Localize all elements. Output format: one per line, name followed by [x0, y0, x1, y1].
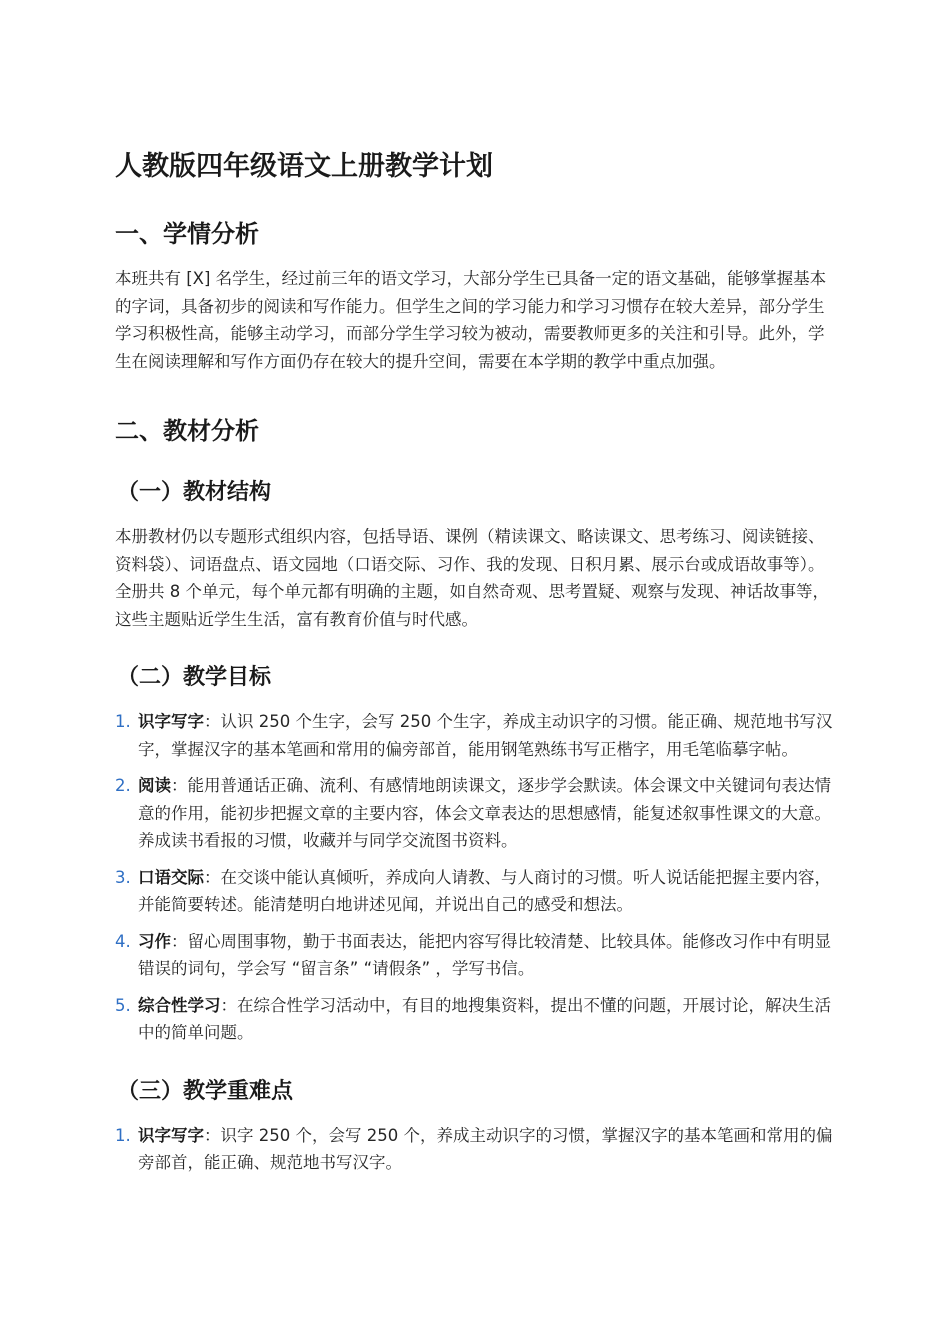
- list-item-text: ：留心周围事物，勤于书面表达，能把内容写得比较清楚、比较具体。能修改习作中有明显错误的词句，学会写 “留言条” “请假条” ，学写书信。: [138, 931, 831, 978]
- list-item-term: 口语交际: [138, 867, 204, 887]
- list-item: [115, 992, 838, 1047]
- subsection-heading-goals: （二）教学目标: [117, 665, 272, 690]
- list-item: [115, 928, 838, 983]
- learner-analysis-paragraph: 本班共有 [X] 名学生，经过前三年的语文学习，大部分学生已具备一定的语文基础，能够掌握基本的字词，具备初步的阅读和写作能力。但学生之间的学习能力和学习习惯存在较大差异，部分学生学习积极性高，能够主动学习，而部分学生学习较为被动，需要教师更多的关注和引导。此外，学生在阅读理解和写作方面仍存在较大的提升空间，需要在本学期的教学中重点加强。: [115, 269, 827, 371]
- list-item: [115, 1122, 838, 1177]
- list-item-text: ：在综合性学习活动中，有目的地搜集资料，提出不懂的问题，开展讨论，解决生活中的简单问题。: [138, 995, 831, 1042]
- list-number: 5.: [115, 995, 131, 1015]
- structure-paragraph: 本册教材仍以专题形式组织内容，包括导语、课例（精读课文、略读课文、思考练习、阅读链接、资料袋）、词语盘点、语文园地（口语交际、习作、我的发现、日积月累、展示台或成语故事等）。全册共 8 个单元，每个单元都有明确的主题，如自然奇观、思考置疑、观察与发现、神话故事等，这些主题贴近学生生活，富有教育价值与时代感。: [115, 527, 829, 629]
- list-number: 1.: [115, 1125, 131, 1145]
- list-item-term: 阅读: [138, 776, 171, 795]
- list-number: 1.: [115, 712, 131, 731]
- section-heading-learner-analysis: 一、学情分析: [115, 220, 259, 248]
- section-heading-textbook-analysis: 二、教材分析: [115, 417, 259, 445]
- list-item-term: 综合性学习: [138, 995, 221, 1015]
- document-title: 人教版四年级语文上册教学计划: [115, 151, 493, 182]
- list-item-term: 识字写字: [138, 1125, 204, 1145]
- subsection-heading-key-points: （三）教学重难点: [117, 1078, 294, 1104]
- list-item-term: 识字写字: [138, 712, 204, 731]
- key-points-list: [115, 1122, 838, 1177]
- list-number: 2.: [115, 776, 131, 795]
- list-item-text: ：识字 250 个，会写 250 个，养成主动识字的习惯，掌握汉字的基本笔画和常用的偏旁部首，能正确、规范地书写汉字。: [138, 1125, 833, 1172]
- subsection-heading-structure: （一）教材结构: [117, 480, 272, 505]
- goals-list: [115, 708, 838, 1047]
- list-number: 4.: [115, 931, 131, 951]
- list-item: [115, 864, 838, 919]
- list-item-text: ：认识 250 个生字，会写 250 个生字，养成主动识字的习惯。能正确、规范地书写汉字，掌握汉字的基本笔画和常用的偏旁部首，能用钢笔熟练书写正楷字，用毛笔临摹字帖。: [138, 712, 833, 759]
- list-item-term: 习作: [138, 931, 171, 951]
- list-item: [115, 772, 838, 855]
- list-item-text: ：能用普通话正确、流利、有感情地朗读课文，逐步学会默读。体会课文中关键词句表达情意的作用，能初步把握文章的主要内容，体会文章表达的思想感情，能复述叙事性课文的大意。养成读书看报的习惯，收藏并与同学交流图书资料。: [138, 776, 831, 850]
- list-item: [115, 708, 838, 763]
- list-number: 3.: [115, 867, 131, 887]
- list-item-text: ：在交谈中能认真倾听，养成向人请教、与人商讨的习惯。听人说话能把握主要内容，并能简要转述。能清楚明白地讲述见闻，并说出自己的感受和想法。: [138, 867, 831, 914]
